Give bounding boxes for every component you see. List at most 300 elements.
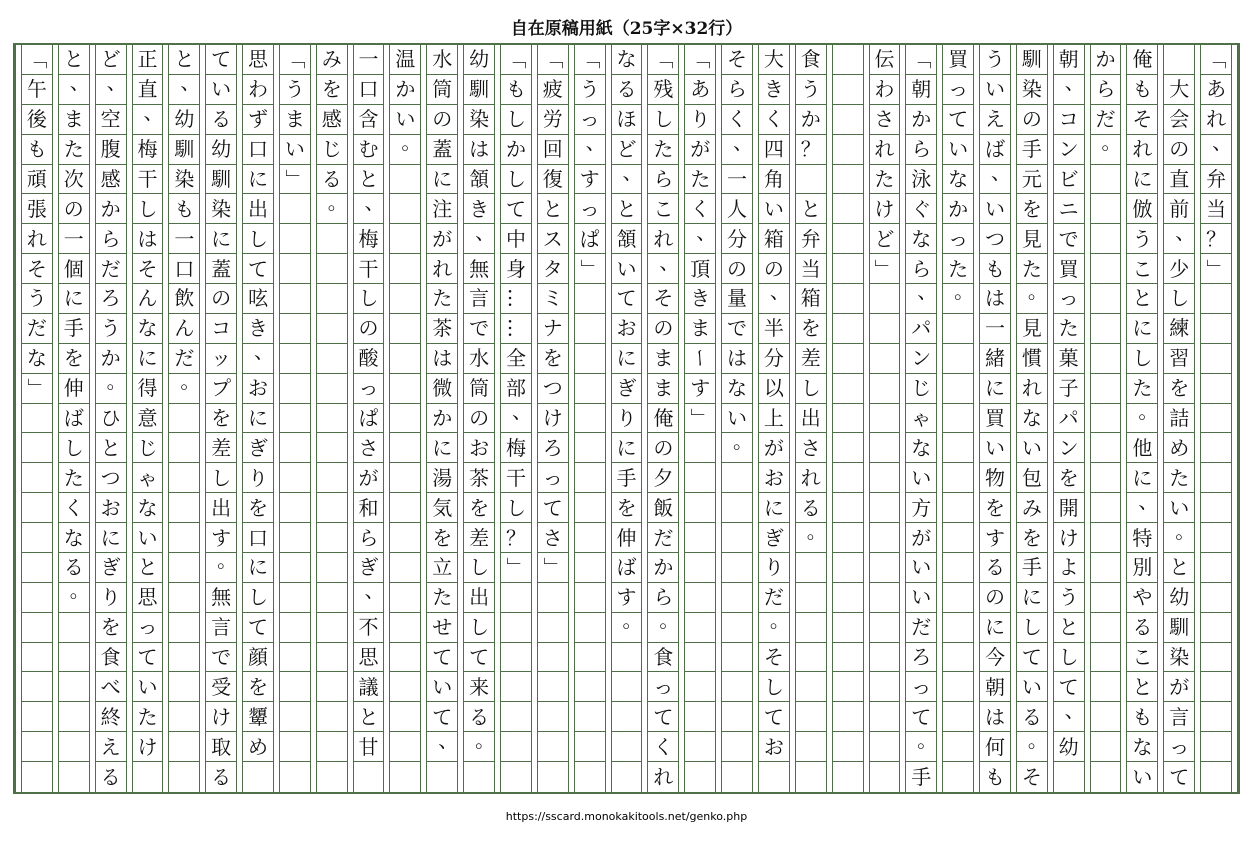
grid-cell <box>943 583 973 613</box>
manuscript-char: 、 <box>475 219 496 244</box>
manuscript-char: だ <box>100 256 121 281</box>
manuscript-char: 菓 <box>1058 346 1079 371</box>
manuscript-char: だ <box>26 316 47 341</box>
grid-cell <box>870 583 900 613</box>
grid-cell <box>575 284 605 314</box>
grid-cell <box>133 583 163 613</box>
manuscript-char: ろ <box>542 435 563 460</box>
manuscript-char: る <box>100 765 121 790</box>
grid-cell <box>870 762 900 792</box>
manuscript-column <box>1054 45 1084 792</box>
grid-cell <box>796 165 826 195</box>
manuscript-char: 」 <box>503 557 528 578</box>
grid-cell <box>1091 194 1121 224</box>
manuscript-char: お <box>616 316 637 341</box>
grid-cell <box>870 732 900 762</box>
manuscript-char: ば <box>984 137 1005 162</box>
grid-cell <box>648 553 678 583</box>
manuscript-char: っ <box>653 674 674 699</box>
manuscript-char: さ <box>800 435 821 460</box>
grid-cell <box>354 45 384 75</box>
grid-cell <box>1127 45 1157 75</box>
manuscript-column <box>354 45 384 792</box>
manuscript-char: 習 <box>1169 346 1190 371</box>
grid-cell <box>796 672 826 702</box>
grid-cell <box>943 732 973 762</box>
manuscript-char: 筒 <box>469 376 490 401</box>
grid-cell <box>206 254 236 284</box>
manuscript-char: た <box>1169 465 1190 490</box>
grid-cell <box>354 433 384 463</box>
grid-cell <box>648 284 678 314</box>
grid-cell <box>22 732 52 762</box>
grid-cell <box>354 643 384 673</box>
grid-cell <box>833 583 863 613</box>
grid-cell <box>685 762 715 792</box>
grid-cell <box>501 105 531 135</box>
manuscript-char: に <box>1021 585 1042 610</box>
grid-cell <box>133 45 163 75</box>
grid-cell <box>427 433 457 463</box>
grid-cell <box>169 194 199 224</box>
grid-cell <box>133 374 163 404</box>
grid-cell <box>390 523 420 553</box>
grid-cell <box>96 314 126 344</box>
grid-cell <box>1164 613 1194 643</box>
grid-cell <box>575 75 605 105</box>
grid-cell <box>796 194 826 224</box>
grid-cell <box>1091 553 1121 583</box>
grid-cell <box>390 583 420 613</box>
manuscript-char: 梅 <box>137 137 158 162</box>
grid-cell <box>133 194 163 224</box>
manuscript-char: 取 <box>211 734 232 759</box>
manuscript-char: そ <box>763 645 784 670</box>
manuscript-char: 大 <box>763 47 784 72</box>
manuscript-char: う <box>1058 585 1079 610</box>
manuscript-column <box>796 45 826 792</box>
manuscript-char: か <box>432 405 453 430</box>
manuscript-char: か <box>653 555 674 580</box>
manuscript-char: を <box>248 674 268 699</box>
grid-cell <box>464 105 494 135</box>
column-gutter <box>863 45 870 792</box>
grid-cell <box>96 643 126 673</box>
grid-cell <box>427 553 457 583</box>
grid-cell <box>427 194 457 224</box>
manuscript-char: い <box>911 555 932 580</box>
grid-cell <box>1164 404 1194 434</box>
manuscript-char: に <box>763 495 784 520</box>
manuscript-char: い <box>984 435 1005 460</box>
manuscript-char: ニ <box>1058 196 1079 221</box>
manuscript-char: に <box>616 346 637 371</box>
column-gutter <box>973 45 980 792</box>
grid-cell <box>464 493 494 523</box>
grid-cell <box>427 374 457 404</box>
manuscript-char: 。 <box>1027 279 1048 304</box>
manuscript-column <box>870 45 900 792</box>
manuscript-char: た <box>432 286 453 311</box>
manuscript-char: だ <box>763 585 784 610</box>
manuscript-char: に <box>984 615 1005 640</box>
manuscript-char: 伸 <box>616 525 637 550</box>
manuscript-char: パ <box>911 316 932 341</box>
column-gutter <box>383 45 390 792</box>
manuscript-char: は <box>984 704 1005 729</box>
manuscript-char: に <box>100 525 121 550</box>
manuscript-char: ぎ <box>100 555 121 580</box>
grid-cell <box>317 314 347 344</box>
grid-cell <box>1164 643 1194 673</box>
manuscript-char: い <box>911 465 932 490</box>
manuscript-char: い <box>948 137 969 162</box>
manuscript-column <box>280 45 310 792</box>
grid-cell <box>169 105 199 135</box>
manuscript-char: 買 <box>1058 256 1079 281</box>
manuscript-char: い <box>395 107 416 132</box>
manuscript-char: い <box>137 525 158 550</box>
manuscript-char: る <box>63 555 84 580</box>
grid-cell <box>354 578 385 613</box>
grid-cell <box>96 404 126 434</box>
grid-cell <box>538 732 568 762</box>
grid-cell <box>538 344 568 374</box>
grid-cell <box>759 135 789 165</box>
grid-cell <box>96 732 126 762</box>
manuscript-char: あ <box>690 77 711 102</box>
column-gutter <box>605 45 612 792</box>
manuscript-char: 。 <box>69 578 90 603</box>
grid-cell <box>22 583 52 613</box>
manuscript-char: ビ <box>1058 166 1079 191</box>
grid-cell <box>759 194 789 224</box>
manuscript-column <box>427 45 457 792</box>
grid-cell <box>390 374 420 404</box>
manuscript-char: 茶 <box>469 465 490 490</box>
manuscript-char: は <box>984 286 1005 311</box>
manuscript-char: い <box>911 585 932 610</box>
grid-cell <box>980 762 1010 792</box>
grid-cell <box>133 672 163 702</box>
manuscript-char: そ <box>653 286 674 311</box>
grid-cell <box>980 643 1010 673</box>
manuscript-char: 思 <box>137 585 158 610</box>
grid-cell <box>1054 553 1084 583</box>
grid-cell <box>206 672 236 702</box>
grid-cell <box>354 374 384 404</box>
grid-cell <box>1017 463 1047 493</box>
manuscript-char: お <box>248 376 268 401</box>
grid-cell <box>243 404 273 434</box>
grid-cell <box>722 613 752 643</box>
grid-cell <box>1017 374 1047 404</box>
grid-cell <box>243 613 273 643</box>
grid-cell <box>833 45 863 75</box>
grid-cell <box>59 493 89 523</box>
manuscript-char: に <box>63 286 84 311</box>
grid-cell <box>980 314 1010 344</box>
grid-cell <box>280 493 310 523</box>
manuscript-char: そ <box>1021 765 1042 790</box>
grid-cell <box>1091 762 1121 792</box>
grid-cell <box>59 672 89 702</box>
manuscript-char: 温 <box>395 47 416 72</box>
manuscript-char: 弁 <box>800 226 821 251</box>
grid-cell <box>22 493 52 523</box>
manuscript-char: て <box>1169 765 1190 790</box>
grid-cell <box>575 672 605 702</box>
grid-cell <box>501 583 531 613</box>
grid-cell <box>685 493 715 523</box>
grid-cell <box>1054 493 1084 523</box>
grid-cell <box>833 135 863 165</box>
grid-cell <box>1164 672 1194 702</box>
manuscript-char: き <box>690 286 711 311</box>
grid-cell <box>464 404 494 434</box>
grid-cell <box>206 75 236 105</box>
grid-cell <box>575 702 605 732</box>
grid-cell <box>317 672 347 702</box>
grid-cell <box>280 553 310 583</box>
grid-cell <box>1054 583 1084 613</box>
grid-cell <box>648 702 678 732</box>
manuscript-char: あ <box>1206 77 1227 102</box>
grid-cell <box>354 404 384 434</box>
grid-cell <box>906 165 936 195</box>
grid-cell <box>59 702 89 732</box>
manuscript-char: 身 <box>505 256 526 281</box>
column-gutter <box>236 45 243 792</box>
grid-cell <box>243 224 273 254</box>
grid-cell <box>354 224 384 254</box>
grid-cell <box>206 374 236 404</box>
grid-cell <box>906 672 936 702</box>
column-gutter <box>789 45 796 792</box>
manuscript-char: な <box>911 226 932 251</box>
grid-cell <box>1091 404 1121 434</box>
manuscript-char: じ <box>137 435 158 460</box>
manuscript-char: 馴 <box>174 137 195 162</box>
column-gutter <box>1194 45 1201 792</box>
grid-cell <box>133 613 163 643</box>
grid-cell <box>722 224 752 254</box>
grid-cell <box>464 643 494 673</box>
grid-cell <box>906 105 936 135</box>
grid-cell <box>1164 553 1194 583</box>
manuscript-char: 、 <box>659 249 680 274</box>
column-gutter <box>199 45 206 792</box>
grid-cell <box>870 523 900 553</box>
grid-cell <box>280 762 310 792</box>
manuscript-char: ー <box>688 348 713 369</box>
manuscript-char: 買 <box>948 47 969 72</box>
manuscript-char: 。 <box>180 369 201 394</box>
grid-cell <box>943 404 973 434</box>
grid-cell <box>59 135 89 165</box>
grid-cell <box>1164 374 1194 404</box>
grid-cell <box>575 613 605 643</box>
grid-cell <box>206 548 238 583</box>
grid-cell <box>1017 404 1047 434</box>
grid-cell <box>612 404 642 434</box>
manuscript-char: 「 <box>688 49 713 70</box>
manuscript-char: 受 <box>211 674 232 699</box>
manuscript-char: に <box>248 555 268 580</box>
grid-cell <box>980 45 1010 75</box>
manuscript-char: っ <box>137 615 158 640</box>
grid-cell <box>280 404 310 434</box>
manuscript-char: 分 <box>727 226 748 251</box>
grid-cell <box>685 165 715 195</box>
grid-cell <box>1127 105 1157 135</box>
manuscript-char: で <box>1058 226 1079 251</box>
grid-cell <box>390 463 420 493</box>
grid-cell <box>833 433 863 463</box>
grid-cell <box>685 433 715 463</box>
grid-cell <box>685 463 715 493</box>
grid-cell <box>133 254 163 284</box>
grid-cell <box>22 762 52 792</box>
grid-cell <box>280 523 310 553</box>
grid-cell <box>59 732 89 762</box>
grid-cell <box>1201 404 1231 434</box>
grid-cell <box>538 194 568 224</box>
grid-cell <box>980 374 1010 404</box>
grid-cell <box>1017 75 1047 105</box>
manuscript-char: 幼 <box>174 107 195 132</box>
grid-cell <box>1054 284 1084 314</box>
manuscript-char: 口 <box>358 77 379 102</box>
grid-cell <box>427 523 457 553</box>
grid-cell <box>906 433 936 463</box>
manuscript-char: 「 <box>1204 49 1229 70</box>
manuscript-char: 終 <box>100 704 121 729</box>
grid-cell <box>980 194 1010 224</box>
grid-cell <box>870 702 900 732</box>
grid-cell <box>943 344 973 374</box>
manuscript-char: 。 <box>401 130 422 155</box>
grid-cell <box>648 344 678 374</box>
manuscript-char: 来 <box>469 674 490 699</box>
grid-cell <box>206 344 236 374</box>
manuscript-char: ら <box>100 226 121 251</box>
manuscript-char: 」 <box>24 378 49 399</box>
manuscript-char: 食 <box>100 645 121 670</box>
grid-cell <box>833 463 863 493</box>
grid-cell <box>796 463 826 493</box>
manuscript-char: ン <box>1058 435 1079 460</box>
grid-cell <box>22 45 52 75</box>
manuscript-char: っ <box>579 196 600 221</box>
manuscript-char: 会 <box>1169 107 1190 132</box>
grid-cell <box>648 194 678 224</box>
grid-cell <box>501 463 531 493</box>
manuscript-char: 中 <box>505 226 526 251</box>
manuscript-char: を <box>1169 376 1190 401</box>
manuscript-char: し <box>505 107 526 132</box>
grid-cell <box>280 135 310 165</box>
grid-cell <box>1201 702 1231 732</box>
manuscript-char: 、 <box>1138 488 1159 513</box>
manuscript-char: と <box>63 47 84 72</box>
grid-cell <box>96 284 126 314</box>
manuscript-char: む <box>358 137 379 162</box>
grid-cell <box>722 75 752 105</box>
manuscript-char: 朝 <box>911 77 932 102</box>
manuscript-char: 。 <box>1138 398 1159 423</box>
manuscript-column <box>1127 45 1157 792</box>
manuscript-char: コ <box>1058 107 1079 132</box>
manuscript-char: 干 <box>505 465 526 490</box>
grid-cell <box>1127 523 1157 553</box>
grid-cell <box>648 643 678 673</box>
manuscript-char: ら <box>727 77 748 102</box>
grid-cell <box>206 165 236 195</box>
manuscript-char: 「 <box>909 49 934 70</box>
manuscript-char: な <box>911 435 932 460</box>
grid-cell <box>722 523 752 553</box>
grid-cell <box>1201 45 1231 75</box>
manuscript-char: ど <box>874 226 895 251</box>
manuscript-char: 泳 <box>911 166 932 191</box>
manuscript-char: に <box>248 405 268 430</box>
grid-cell <box>133 523 163 553</box>
grid-cell <box>1127 224 1157 254</box>
grid-cell <box>1164 732 1194 762</box>
grid-cell <box>22 643 52 673</box>
grid-cell <box>980 583 1010 613</box>
manuscript-char: 一 <box>727 166 748 191</box>
grid-cell <box>1054 374 1084 404</box>
manuscript-char: 食 <box>653 645 674 670</box>
grid-cell <box>538 374 568 404</box>
grid-cell <box>390 433 420 463</box>
grid-cell <box>169 762 199 792</box>
manuscript-char: た <box>63 137 84 162</box>
manuscript-char: ぎ <box>248 435 268 460</box>
column-gutter <box>715 45 722 792</box>
grid-cell <box>943 493 973 523</box>
grid-cell <box>612 314 642 344</box>
manuscript-char: い <box>984 77 1005 102</box>
grid-cell <box>612 105 642 135</box>
manuscript-char: 含 <box>358 107 379 132</box>
grid-cell <box>1164 702 1194 732</box>
manuscript-char: た <box>1021 256 1042 281</box>
manuscript-char: う <box>579 77 600 102</box>
grid-cell <box>538 284 568 314</box>
grid-cell <box>685 254 715 284</box>
grid-cell <box>280 194 310 224</box>
grid-cell <box>96 70 127 105</box>
grid-cell <box>575 374 605 404</box>
manuscript-char: み <box>1021 495 1042 520</box>
manuscript-char: 直 <box>137 77 158 102</box>
manuscript-char: れ <box>1206 107 1227 132</box>
manuscript-char: ら <box>911 256 932 281</box>
manuscript-char: し <box>1058 645 1079 670</box>
manuscript-char: 馴 <box>1169 615 1190 640</box>
grid-cell <box>1017 583 1047 613</box>
grid-cell <box>427 583 457 613</box>
manuscript-char: 半 <box>763 316 784 341</box>
manuscript-char: れ <box>432 256 453 281</box>
manuscript-char: ど <box>616 137 637 162</box>
grid-cell <box>169 135 199 165</box>
grid-cell <box>1054 732 1084 762</box>
grid-cell <box>390 254 420 284</box>
